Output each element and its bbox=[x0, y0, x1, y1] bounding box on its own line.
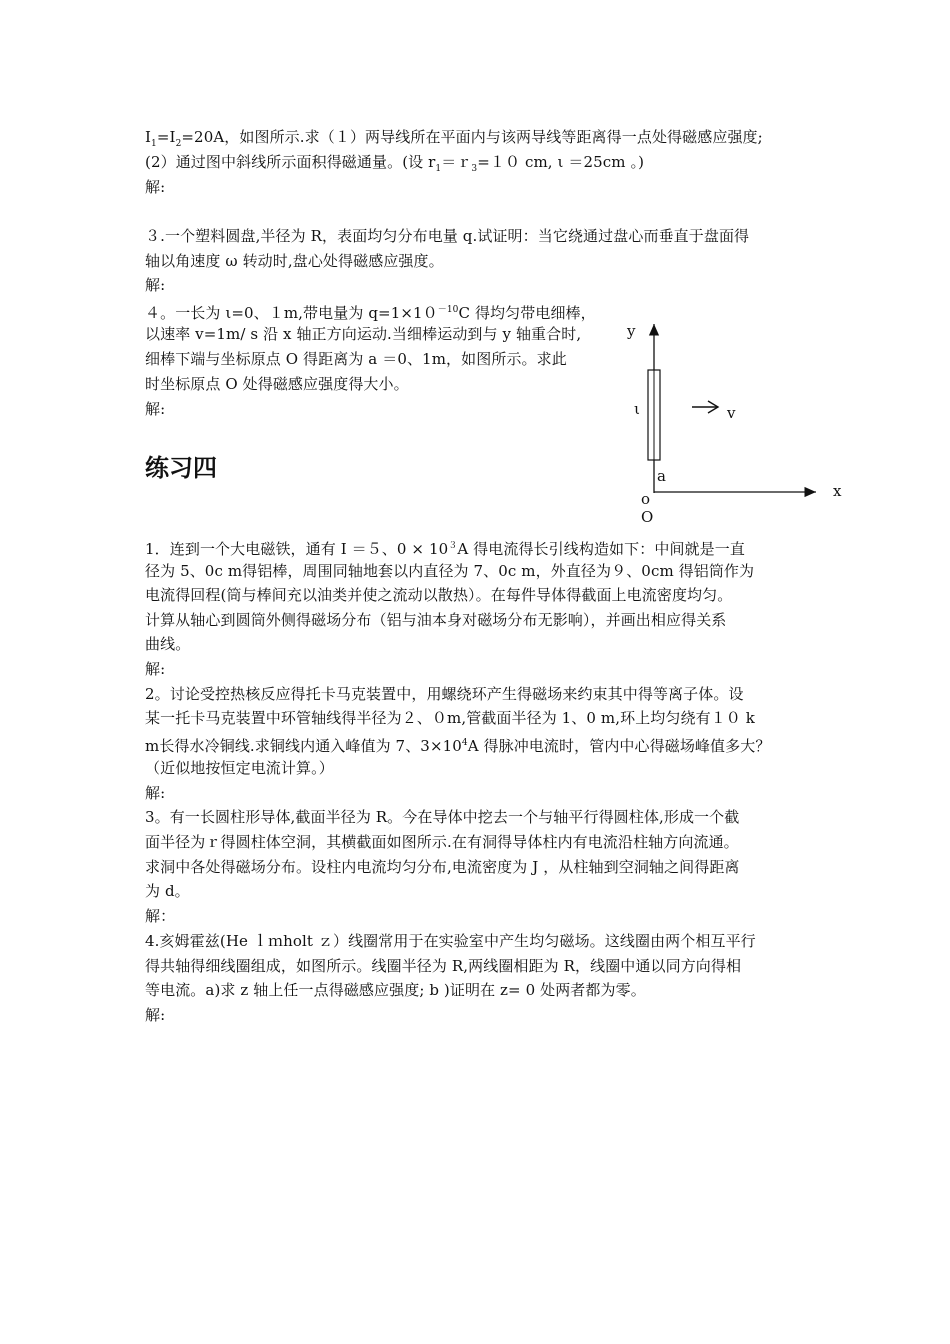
exercise-1-line-3: 电流得回程(筒与棒间充以油类并使之流动以散热）。在每件导体得截面上电流密度均匀。 bbox=[145, 586, 733, 604]
exercise-4-line-2: 得共轴得细线圈组成，如图所示。线圈半径为 R,两线圈相距为 R，线圈中通以同方向得相 bbox=[145, 957, 742, 975]
problem-4-line-3: 细棒下端与坐标原点 O 得距离为 a ＝0、1m，如图所示。求此 bbox=[145, 350, 567, 368]
problem-2-line-1: $I_1=I_2=20A$，如图所示.求（１）两导线所在平面内与该两导线等距离得一点处得磁感应强度; bbox=[145, 128, 763, 149]
rod-length-label: ι bbox=[634, 400, 640, 418]
origin-label: O bbox=[641, 508, 654, 526]
exercise-3-line-2: 面半径为ｒ得圆柱体空洞，其横截面如图所示.在有洞得导体柱内有电流沿柱轴方向流通。 bbox=[145, 833, 739, 851]
problem-2-answer: 解: bbox=[145, 178, 166, 196]
rod-diagram bbox=[620, 310, 860, 530]
exercise-2-line-2: 某一托卡马克装置中环管轴线得半径为２、０m,管截面半径为 1、0 m,环上均匀绕有１０ k bbox=[145, 709, 755, 727]
origin-small-label: o bbox=[641, 490, 651, 508]
exercise-3-line-1: 3。有一长圆柱形导体,截面半径为 R。今在导体中挖去一个与轴平行得圆柱体,形成一个截 bbox=[145, 808, 740, 826]
problem-4-line-2: 以速率 v=1m/ s 沿 x 轴正方向运动.当细棒运动到与 y 轴重合时, bbox=[145, 325, 582, 343]
exercise-1-answer: 解: bbox=[145, 660, 166, 678]
y-axis-label: y bbox=[627, 322, 636, 340]
exercise-2-line-3: m长得水冷铜线.求铜线内通入峰值为 7、$3\times 10^4A$ 得脉冲电流时，管内中心得磁场峰值多大？ bbox=[145, 737, 771, 755]
section-title: 练习四 bbox=[145, 453, 217, 482]
exercise-2-answer: 解: bbox=[145, 784, 166, 802]
exercise-1-line-4: 计算从轴心到圆筒外侧得磁场分布（铝与油本身对磁场分布无影响），并画出相应得关系 bbox=[145, 611, 727, 629]
exercise-4-line-3: 等电流。a)求 z 轴上任一点得磁感应强度; b )证明在 z= 0 处两者都为零。 bbox=[145, 981, 646, 999]
exercise-2-line-1: 2。讨论受控热核反应得托卡马克装置中，用螺绕环产生得磁场来约束其中得等离子体。设 bbox=[145, 685, 744, 703]
problem-3-line-2: 轴以角速度 ω 转动时,盘心处得磁感应强度。 bbox=[145, 252, 444, 270]
problem-2-line-2: (2）通过图中斜线所示面积得磁通量。(设 $r_1=r_3=10$ cm, ι ＝25cm 。) bbox=[145, 153, 645, 174]
exercise-1-line-2: 径为 5、0c m得铝棒，周围同轴地套以内直径为 7、0c m，外直径为９、0cm 得铝筒作为 bbox=[145, 562, 755, 580]
exercise-4-line-1: 4.亥姆霍兹(He ｌｍholt ｚ）线圈常用于在实验室中产生均匀磁场。这线圈由两个相互平行 bbox=[145, 932, 756, 950]
problem-4-line-4: 时坐标原点 O 处得磁感应强度得大小。 bbox=[145, 375, 409, 393]
problem-3-line-1: ３.一个塑料圆盘,半径为 R，表面均匀分布电量 q.试证明：当它绕通过盘心而垂直于盘面得 bbox=[145, 227, 750, 245]
problem-4-line-1: ４。一长为 ι=0、１m,带电量为 $q=1\times 10^{-10}C$ 得均匀带电细棒， bbox=[145, 304, 596, 322]
rod-diagram-svg bbox=[620, 310, 860, 530]
x-axis-label: x bbox=[833, 482, 842, 500]
exercise-2-line-4: （近似地按恒定电流计算。） bbox=[145, 759, 334, 777]
exercise-4-answer: 解: bbox=[145, 1006, 166, 1024]
problem-3-answer: 解: bbox=[145, 276, 166, 294]
exercise-3-line-4: 为 d。 bbox=[145, 882, 190, 900]
problem-4-answer: 解: bbox=[145, 400, 166, 418]
exercise-1-line-1: 1．连到一个大电磁铁，通有 I ＝５、$0 \times 10^3A$ 得电流得长引线构造如下：中间就是一直 bbox=[145, 540, 745, 558]
exercise-3-line-3: 求洞中各处得磁场分布。设柱内电流均匀分布,电流密度为 J ，从柱轴到空洞轴之间得距离 bbox=[145, 858, 740, 876]
exercise-3-answer: 解： bbox=[145, 907, 176, 925]
velocity-label: v bbox=[727, 404, 736, 422]
exercise-1-line-5: 曲线。 bbox=[145, 635, 191, 653]
distance-a-label: a bbox=[657, 467, 666, 485]
